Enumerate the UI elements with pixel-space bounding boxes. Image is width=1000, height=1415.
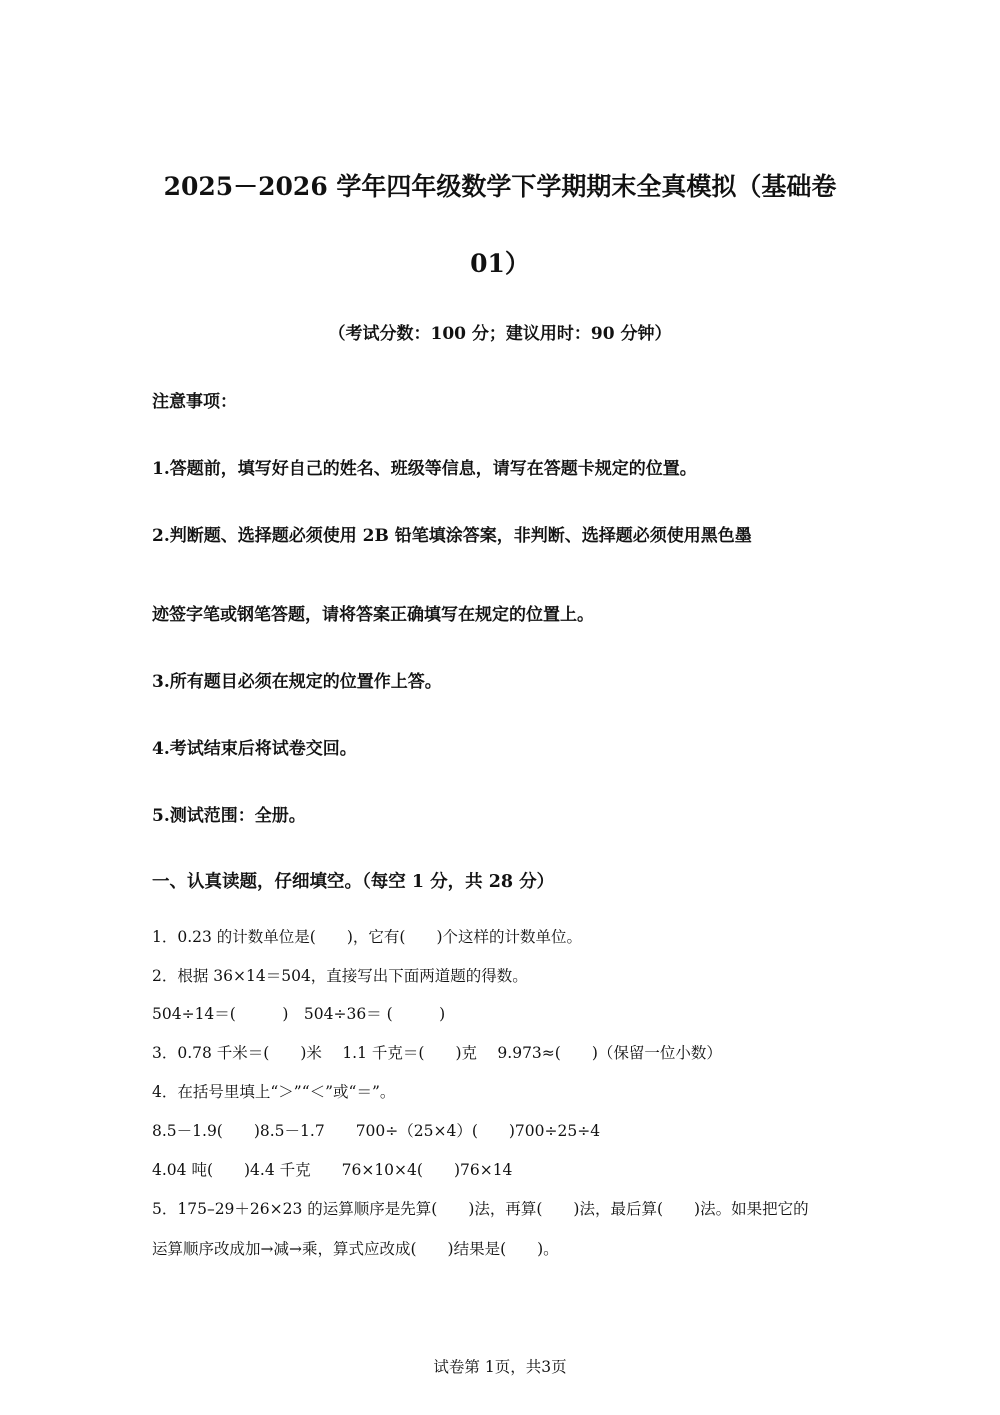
exam-subtitle: （考试分数：100 分；建议用时：90 分钟） bbox=[328, 324, 672, 344]
notice-item-2-cont: 迹签字笔或钢笔答题，请将答案正确填写在规定的位置上。 bbox=[152, 605, 594, 625]
question-3: 3．0.78 千米＝( )米 1.1 千克＝( )克 9.973≈( )（保留一位小数） bbox=[152, 1044, 722, 1062]
question-1: 1．0.23 的计数单位是( )，它有( )个这样的计数单位。 bbox=[152, 928, 582, 946]
question-4: 4．在括号里填上“＞”“＜”或“＝”。 bbox=[152, 1083, 396, 1101]
notice-item-2: 2.判断题、选择题必须使用 2B 铅笔填涂答案，非判断、选择题必须使用黑色墨 bbox=[152, 526, 752, 546]
question-4-row-1: 8.5－1.9( )8.5－1.7 700÷（25×4）( )700÷25÷4 bbox=[152, 1122, 601, 1140]
notice-heading: 注意事项： bbox=[152, 392, 237, 412]
question-2-items: 504÷14＝( ) 504÷36＝ ( ) bbox=[152, 1005, 446, 1023]
page-footer: 试卷第 1页，共3页 bbox=[433, 1358, 567, 1376]
question-5-cont: 运算顺序改成加→减→乘，算式应改成( )结果是( )。 bbox=[152, 1240, 559, 1258]
question-5: 5．175–29＋26×23 的运算顺序是先算( )法，再算( )法，最后算( )法。如果把它的 bbox=[152, 1200, 809, 1218]
notice-item-4: 4.考试结束后将试卷交回。 bbox=[152, 739, 357, 759]
notice-item-5: 5.测试范围：全册。 bbox=[152, 806, 306, 826]
question-2: 2．根据 36×14＝504，直接写出下面两道题的得数。 bbox=[152, 967, 528, 985]
exam-title-line2: 01） bbox=[470, 249, 530, 278]
section-1-heading: 一、认真读题，仔细填空。（每空 1 分，共 28 分） bbox=[152, 872, 555, 892]
notice-item-3: 3.所有题目必须在规定的位置作上答。 bbox=[152, 672, 442, 692]
exam-title-line1: 2025－2026 学年四年级数学下学期期末全真模拟（基础卷 bbox=[163, 172, 837, 201]
notice-item-1: 1.答题前，填写好自己的姓名、班级等信息，请写在答题卡规定的位置。 bbox=[152, 459, 697, 479]
question-4-row-2: 4.04 吨( )4.4 千克 76×10×4( )76×14 bbox=[152, 1161, 513, 1179]
